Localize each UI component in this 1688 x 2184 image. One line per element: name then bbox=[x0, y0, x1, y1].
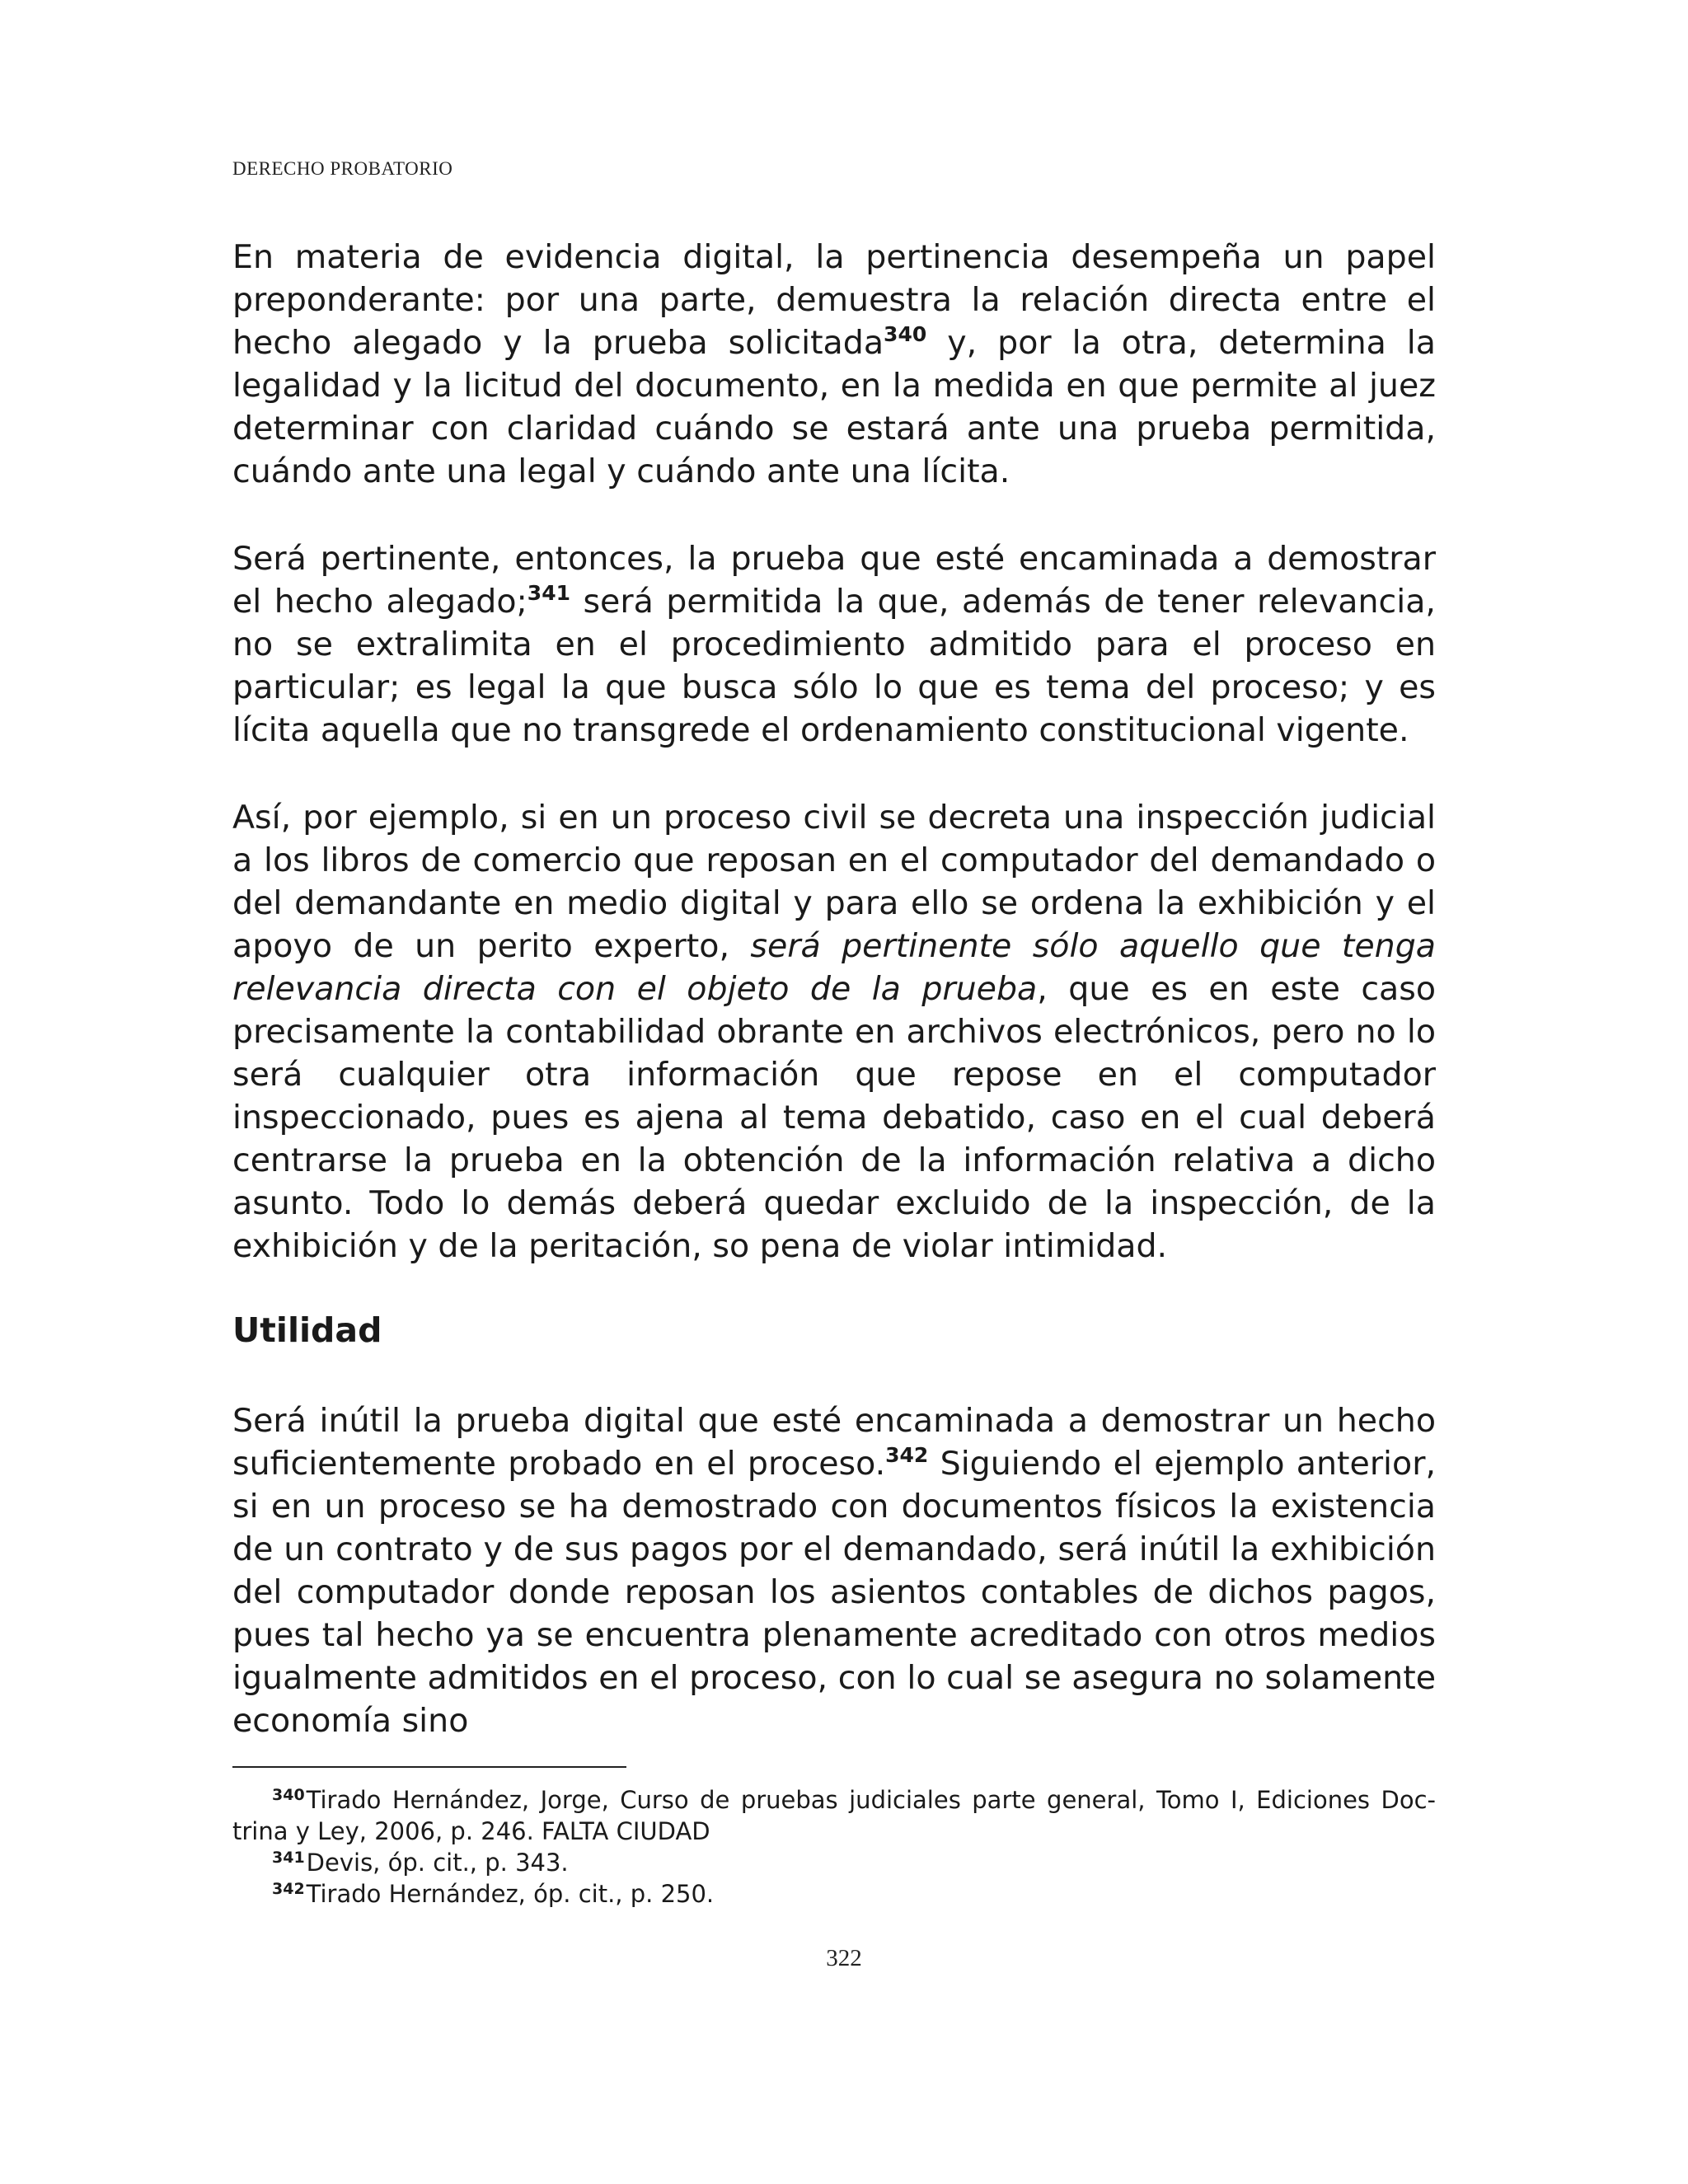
footnote-number: 340 bbox=[272, 1786, 305, 1804]
footnote-ref-341[interactable]: 341 bbox=[527, 581, 570, 605]
paragraph-ejemplo bbox=[232, 796, 1436, 1268]
paragraph-text: Será pertinente, entonces, la prueba que esté encaminada a demostrar el hecho alegado; bbox=[232, 540, 1436, 621]
paragraph-text: Así, por ejemplo, si en un proceso civil se decreta una inspección judicial a los libros de comercio que reposan en el computador del demandado o del demandante en medio digital y para ello se ordena la exhibición y el apoyo de un perito experto, bbox=[232, 799, 1436, 965]
paragraph-text: y, por la otra, determina la legalidad y la licitud del documento, en la medida en que permite al juez determinar con claridad cuándo se estará ante una prueba permitida, cuándo ante una legal y cuándo ante una lícita. bbox=[232, 324, 1436, 490]
footnote-text: Tirado Hernández, óp. cit., p. 250. bbox=[306, 1880, 715, 1908]
footnote-text: Tirado Hernández, Jorge, Curso de pruebas judiciales parte general, Tomo I, Ediciones Doctrina y Ley, 2006, p. 246. FALTA CIUDAD bbox=[232, 1786, 1436, 1845]
footnote-ref-340[interactable]: 340 bbox=[884, 322, 927, 346]
paragraph-text: , que es en este caso precisamente la contabilidad obrante en archivos electrónicos, pero no lo será cualquier otra información que repose en el computador inspeccionado, pues es ajena al tema debatido, caso en el cual deberá centrarse la prueba en la obtención de la información relativa a dicho asunto. Todo lo demás deberá quedar excluido de la inspección, de la exhibición y de la peritación, so pena de violar intimidad. bbox=[232, 970, 1436, 1265]
paragraph-sera-pertinente bbox=[232, 537, 1436, 752]
paragraph-inutil bbox=[232, 1399, 1436, 1742]
paragraph-text: Será inútil la prueba digital que esté encaminada a demostrar un hecho suficientemente probado en el proceso. bbox=[232, 1402, 1436, 1483]
footnote-number: 341 bbox=[272, 1849, 305, 1867]
emphasized-text: será pertinente sólo aquello que tenga relevancia directa con el objeto de la prueba bbox=[232, 927, 1436, 1008]
footnote-342 bbox=[232, 1878, 1436, 1910]
paragraph-text: En materia de evidencia digital, la pertinencia desempeña un papel preponderante: por una parte, demuestra la relación directa entre el hecho alegado y la prueba solicitada bbox=[232, 238, 1436, 362]
paragraph-text: Siguiendo el ejemplo anterior, si en un proceso se ha demostrado con documentos físicos la existencia de un contrato y de sus pagos por el demandado, será inútil la exhibición del computador donde reposan los asientos contables de dichos pagos, pues tal hecho ya se encuentra plenamente acreditado con otros medios igualmente admitidos en el proceso, con lo cual se asegura no solamente economía sino bbox=[232, 1445, 1436, 1740]
running-header: DERECHO PROBATORIO bbox=[232, 158, 453, 179]
footnote-separator bbox=[232, 1766, 626, 1768]
paragraph-text: será permitida la que, además de tener relevancia, no se extralimita en el procedimiento admitido para el proceso en particular; es legal la que busca sólo lo que es tema del proceso; y es lícita aquella que no transgrede el ordenamiento constitucional vigente. bbox=[232, 583, 1436, 749]
footnote-ref-342[interactable]: 342 bbox=[885, 1443, 929, 1467]
footnote-341 bbox=[232, 1847, 1436, 1878]
footnote-number: 342 bbox=[272, 1880, 305, 1898]
page-number: 322 bbox=[826, 1945, 862, 1971]
paragraph-pertinencia-digital bbox=[232, 236, 1436, 493]
footnote-340 bbox=[232, 1784, 1436, 1847]
footnote-text: Devis, óp. cit., p. 343. bbox=[306, 1849, 569, 1877]
footnotes bbox=[232, 1784, 1436, 1910]
section-heading-utilidad: Utilidad bbox=[232, 1310, 382, 1350]
